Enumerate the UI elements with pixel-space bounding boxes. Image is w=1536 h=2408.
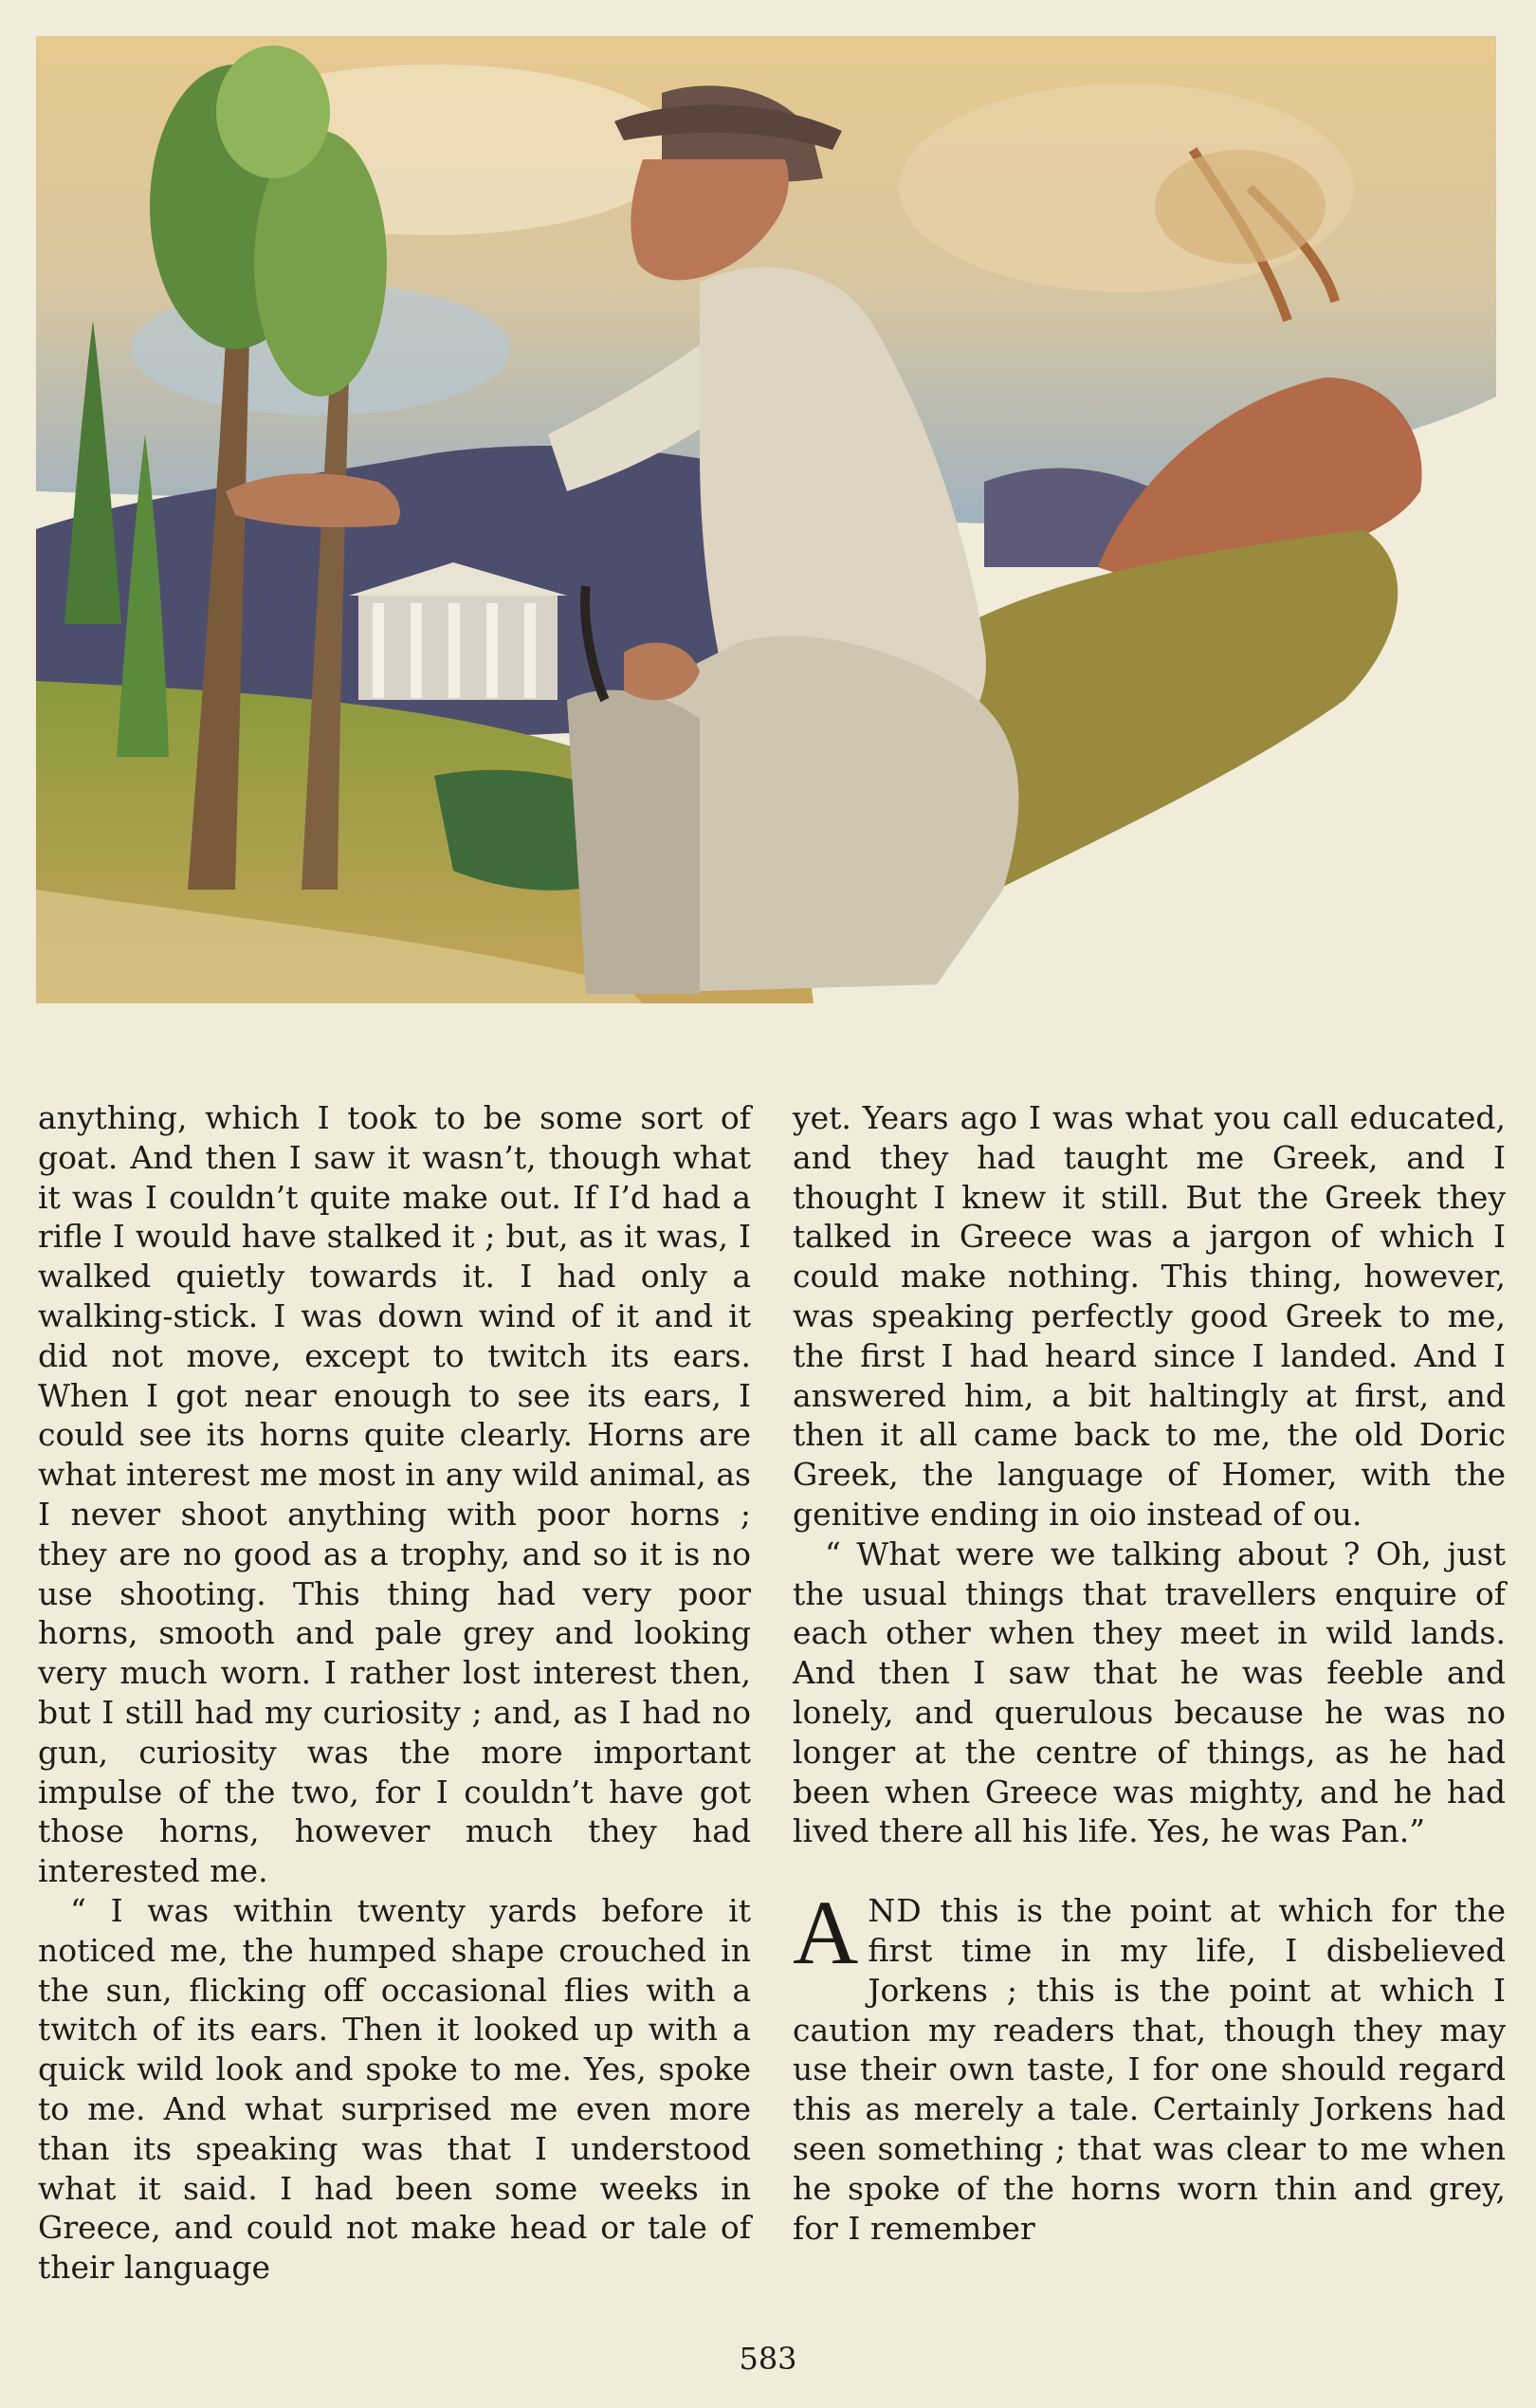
paragraph-with-drop-cap bbox=[793, 1882, 1506, 2248]
page-number: 583 bbox=[739, 2341, 797, 2377]
paragraph: anything, which I took to be some sort of goat. And then I saw it wasn’t, though what it was I couldn’t quite make out. If I’d had a rifle I would have stalked it ; but, as it was, I walked quietly towards it. I had only a walking-stick. I was down wind of it and it did not move, except to twitch its ears. When I got near enough to see its ears, I could see its horns quite clearly. Horns are what interest me most in any wild animal, as I never shoot anything with poor horns ; they are no good as a trophy, and so it is no use shooting. This thing had very poor horns, smooth and pale grey and looking very much worn. I rather lost interest then, but I still had my curiosity ; and, as I had no gun, curiosity was the more important impulse of the two, for I couldn’t have got those horns, however much they had interested me. bbox=[38, 1099, 751, 1890]
illustration bbox=[36, 36, 1496, 1003]
right-column bbox=[793, 1098, 1506, 2248]
drop-cap: A bbox=[793, 1882, 859, 1984]
paragraph: “ I was within twenty yards before it noticed me, the humped shape crouched in the sun, flicking off occasional flies with a twitch of its ears. Then it looked up with a quick wild look and spoke to me. Yes, spoke to me. And what surprised me even more than its speaking was that I understood what it said. I had been some weeks in Greece, and could not make head or tale of their language bbox=[38, 1891, 751, 2287]
paragraph: “ What were we talking about ? Oh, just the usual things that travellers enquire of each other when they meet in wild lands. And then I saw that he was feeble and lonely, and querulous because he was no longer at the centre of things, as he had been when Greece was mighty, and he had lived there all his life. Yes, he was Pan.” bbox=[793, 1535, 1506, 1850]
paragraph-text: this is the point at which for the first time in my life, I disbelieved Jorkens ; this is the point at which I caution my readers that, though they may use their own taste, I for one should regard this as merely a tale. Certainly Jorkens had seen something ; that was clear to me when he spoke of the horns worn thin and grey, for I remember bbox=[793, 1892, 1506, 2247]
painting-illustration bbox=[36, 36, 1496, 1003]
paragraph: yet. Years ago I was what you call educated, and they had taught me Greek, and I thought I knew it still. But the Greek they talked in Greece was a jargon of which I could make nothing. This thing, however, was speaking perfectly good Greek to me, the first I had heard since I landed. And I answered him, a bit haltingly at first, and then it all came back to me, the old Doric Greek, the language of Homer, with the genitive ending in oio instead of ou. bbox=[793, 1099, 1506, 1533]
left-column bbox=[38, 1098, 751, 2288]
small-caps-lead: ND bbox=[868, 1892, 923, 1930]
